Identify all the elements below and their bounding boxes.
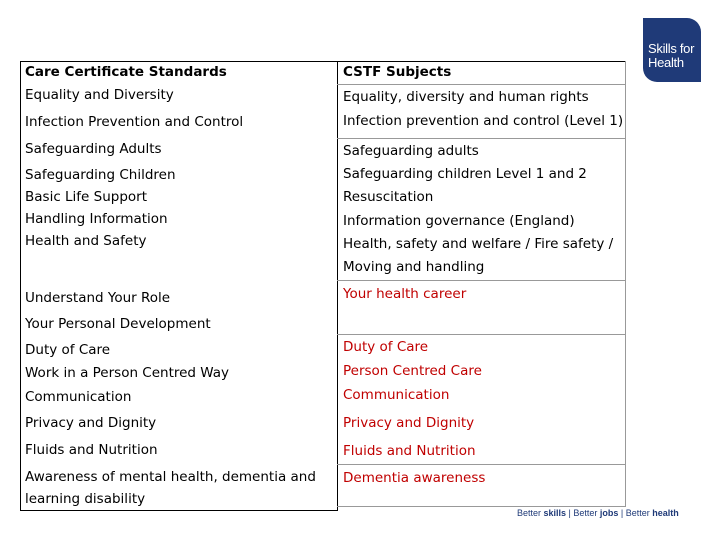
right-row-divider-2 <box>337 280 626 281</box>
left-row: Your Personal Development <box>25 316 211 332</box>
footer-skills: skills <box>543 508 567 518</box>
left-row: Understand Your Role <box>25 290 171 306</box>
right-red-row: Duty of Care <box>343 339 429 355</box>
right-row-divider-1 <box>337 138 626 139</box>
left-row: Safeguarding Adults <box>25 141 162 157</box>
left-row: Infection Prevention and Control <box>25 114 244 130</box>
right-row-divider-4 <box>337 464 626 465</box>
logo-line-2: Health <box>648 55 684 70</box>
right-row: Moving and handling <box>343 259 485 275</box>
right-red-row: Communication <box>343 387 450 403</box>
left-row: Awareness of mental health, dementia and <box>25 469 316 485</box>
footer-jobs: jobs <box>599 508 619 518</box>
footer-better-2: Better <box>573 508 600 518</box>
left-row: Basic Life Support <box>25 189 148 205</box>
left-row: Duty of Care <box>25 342 111 358</box>
logo-line-1: Skills for <box>648 41 695 56</box>
left-row: Fluids and Nutrition <box>25 442 158 458</box>
right-row: Equality, diversity and human rights <box>343 89 589 105</box>
right-red-row: Your health career <box>343 286 467 302</box>
left-row: Communication <box>25 389 132 405</box>
footer-tagline <box>517 508 679 518</box>
right-row: Resuscitation <box>343 189 434 205</box>
header-cstf-subjects: CSTF Subjects <box>343 64 452 80</box>
skills-for-health-logo <box>643 18 701 82</box>
footer-health: health <box>652 508 679 518</box>
right-row: Health, safety and welfare / Fire safety / <box>343 236 614 252</box>
left-column-right-border <box>337 61 338 511</box>
right-row: Information governance (England) <box>343 213 575 229</box>
right-red-row: Person Centred Care <box>343 363 482 379</box>
left-row: learning disability <box>25 491 146 507</box>
right-red-row: Privacy and Dignity <box>343 415 475 431</box>
right-row-divider-3 <box>337 334 626 335</box>
footer-better-3: Better <box>625 508 653 518</box>
left-row: Health and Safety <box>25 233 147 249</box>
right-red-row: Dementia awareness <box>343 470 486 486</box>
left-row: Equality and Diversity <box>25 87 174 103</box>
right-row: Safeguarding adults <box>343 143 479 159</box>
right-row: Infection prevention and control (Level 1) <box>343 113 624 129</box>
right-column-right-border <box>625 61 626 507</box>
left-row: Safeguarding Children <box>25 167 176 183</box>
right-red-row: Fluids and Nutrition <box>343 443 476 459</box>
right-bottom-border <box>337 506 626 507</box>
footer-separator-2: | <box>618 508 626 518</box>
right-header-divider <box>337 84 626 85</box>
left-column-bottom-border <box>20 510 338 511</box>
footer-better-1: Better <box>517 508 544 518</box>
left-row: Privacy and Dignity <box>25 415 157 431</box>
header-care-certificate: Care Certificate Standards <box>25 64 227 80</box>
footer-separator-1: | <box>566 508 574 518</box>
left-row: Work in a Person Centred Way <box>25 365 230 381</box>
left-column-left-border <box>20 61 21 511</box>
right-row: Safeguarding children Level 1 and 2 <box>343 166 587 182</box>
left-row: Handling Information <box>25 211 168 227</box>
